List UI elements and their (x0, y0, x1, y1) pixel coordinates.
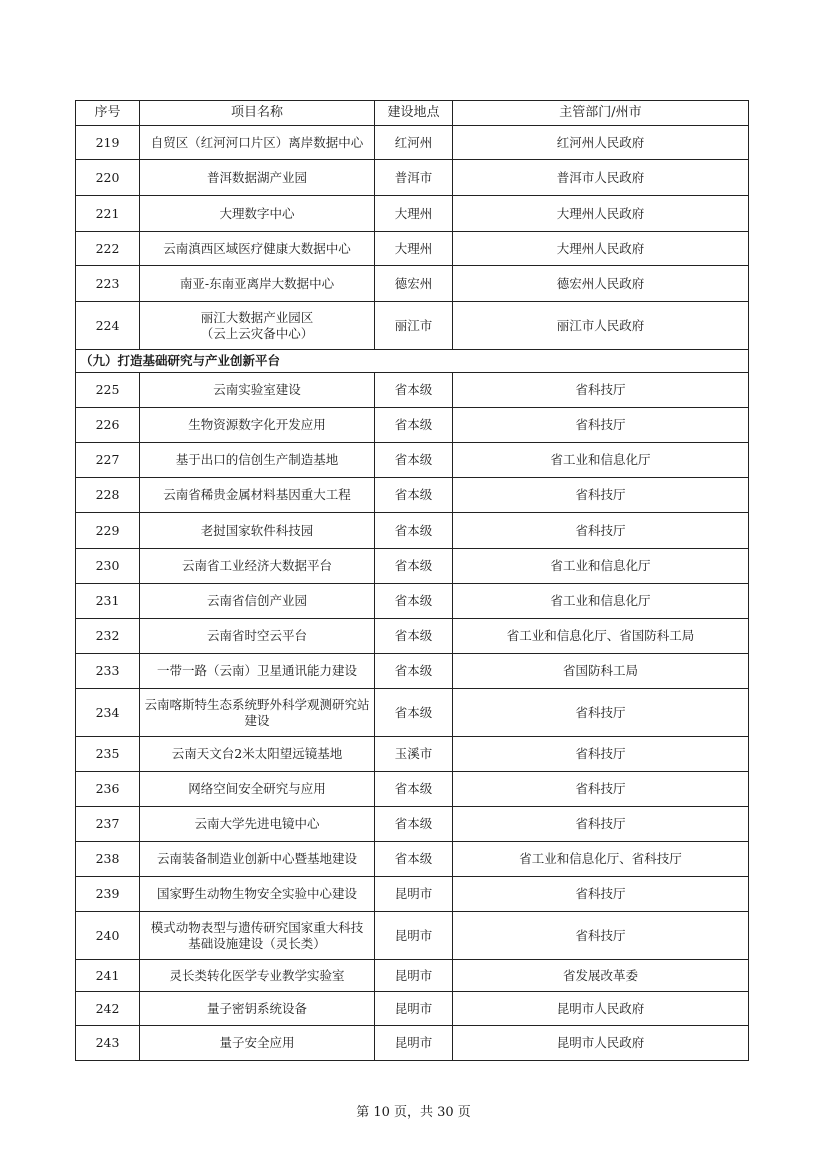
table-row (76, 619, 749, 654)
cell-project-name (140, 126, 375, 160)
table-row (76, 960, 749, 992)
table-row (76, 772, 749, 807)
cell-location: 玉溪市 (375, 737, 453, 772)
cell-department: 省国防科工局 (453, 654, 749, 689)
cell-location: 省本级 (375, 619, 453, 654)
cell-department: 省工业和信息化厅 (453, 443, 749, 478)
cell-location: 红河州 (375, 126, 453, 160)
cell-project-name (140, 737, 375, 772)
cell-location: 德宏州 (375, 266, 453, 302)
project-name-line: 量子密钥系统设备 (206, 1000, 307, 1016)
cell-serial: 241 (76, 960, 140, 992)
project-name-line: 基于出口的信创生产制造基地 (175, 452, 339, 467)
cell-serial: 221 (76, 196, 140, 232)
cell-department: 省科技厅 (453, 877, 749, 912)
table-row (76, 1026, 749, 1061)
table-row (76, 302, 749, 350)
project-name-line: 生物资源数字化开发应用 (188, 417, 326, 432)
cell-serial: 223 (76, 266, 140, 302)
cell-location: 省本级 (375, 478, 453, 513)
cell-location: 昆明市 (375, 912, 453, 960)
project-name-line: 云南装备制造业创新中心暨基地建设 (156, 851, 357, 866)
project-name-line: 普洱数据湖产业园 (206, 169, 307, 185)
project-name-line: 丽江大数据产业园区 (200, 309, 314, 325)
cell-location: 省本级 (375, 513, 453, 549)
cell-serial: 226 (76, 408, 140, 443)
cell-location: 昆明市 (375, 960, 453, 992)
cell-location: 省本级 (375, 373, 453, 408)
cell-serial: 236 (76, 772, 140, 807)
table-row (76, 807, 749, 842)
header-department: 主管部门/州市 (453, 101, 749, 126)
project-name-line: 南亚-东南亚离岸大数据中心 (179, 275, 335, 291)
table-row (76, 549, 749, 584)
project-name-line: 云南省信创产业园 (206, 593, 307, 608)
cell-department: 省科技厅 (453, 689, 749, 737)
cell-department: 省工业和信息化厅 (453, 584, 749, 619)
table-row (76, 443, 749, 478)
cell-department: 省科技厅 (453, 912, 749, 960)
table-row (76, 408, 749, 443)
project-name-line: 云南省时空云平台 (206, 628, 307, 643)
cell-location: 省本级 (375, 408, 453, 443)
cell-department: 大理州人民政府 (453, 196, 749, 232)
cell-project-name (140, 912, 375, 960)
table-row (76, 478, 749, 513)
cell-project-name (140, 302, 375, 350)
project-name-line: 云南喀斯特生态系统野外科学观测研究站 (144, 696, 370, 712)
cell-department: 省科技厅 (453, 807, 749, 842)
section-title: （九）打造基础研究与产业创新平台 (76, 350, 749, 373)
cell-department: 省发展改革委 (453, 960, 749, 992)
cell-department: 普洱市人民政府 (453, 160, 749, 196)
table-row (76, 266, 749, 302)
cell-project-name (140, 549, 375, 584)
cell-location: 昆明市 (375, 992, 453, 1026)
cell-location: 省本级 (375, 584, 453, 619)
table-row (76, 842, 749, 877)
cell-project-name (140, 232, 375, 266)
cell-department: 大理州人民政府 (453, 232, 749, 266)
table-row (76, 513, 749, 549)
table-row (76, 126, 749, 160)
cell-project-name (140, 478, 375, 513)
cell-serial: 233 (76, 654, 140, 689)
cell-location: 昆明市 (375, 1026, 453, 1061)
cell-location: 省本级 (375, 689, 453, 737)
project-name-line: 云南大学先进电镜中心 (194, 816, 320, 831)
project-name-line: 老挝国家软件科技园 (200, 522, 314, 538)
table-row (76, 232, 749, 266)
project-name-line: 基础设施建设（灵长类） (188, 935, 326, 951)
cell-project-name (140, 654, 375, 689)
cell-department: 红河州人民政府 (453, 126, 749, 160)
table-row (76, 654, 749, 689)
project-table (75, 100, 749, 1061)
cell-project-name (140, 842, 375, 877)
project-name-line: 一带一路（云南）卫星通讯能力建设 (156, 663, 357, 678)
project-name-line: 网络空间安全研究与应用 (188, 781, 326, 796)
project-name-line: 国家野生动物生物安全实验中心建设 (156, 886, 357, 901)
cell-serial: 230 (76, 549, 140, 584)
project-name-line: 建设 (244, 712, 270, 728)
page-footer: 第 10 页，共 30 页 (356, 1105, 471, 1120)
table-body (76, 126, 749, 1061)
cell-project-name (140, 513, 375, 549)
cell-serial: 220 (76, 160, 140, 196)
cell-project-name (140, 1026, 375, 1061)
cell-project-name (140, 619, 375, 654)
cell-serial: 232 (76, 619, 140, 654)
cell-location: 省本级 (375, 654, 453, 689)
project-name-line: 模式动物表型与遗传研究国家重大科技 (150, 919, 364, 935)
cell-serial: 224 (76, 302, 140, 350)
section-row (76, 350, 749, 373)
cell-serial: 238 (76, 842, 140, 877)
cell-location: 省本级 (375, 772, 453, 807)
project-name-line: 云南滇西区域医疗健康大数据中心 (163, 240, 351, 256)
cell-serial: 237 (76, 807, 140, 842)
cell-serial: 222 (76, 232, 140, 266)
project-name-line: 云南省稀贵金属材料基因重大工程 (163, 487, 351, 502)
cell-project-name (140, 807, 375, 842)
table-row (76, 689, 749, 737)
project-name-line: 量子安全应用 (219, 1035, 295, 1050)
cell-serial: 235 (76, 737, 140, 772)
cell-department: 省科技厅 (453, 513, 749, 549)
table-row (76, 737, 749, 772)
project-name-line: 大理数字中心 (219, 205, 295, 221)
table-row (76, 196, 749, 232)
header-project-name: 项目名称 (140, 101, 375, 126)
cell-project-name (140, 960, 375, 992)
cell-department: 省科技厅 (453, 478, 749, 513)
table-row (76, 877, 749, 912)
cell-project-name (140, 443, 375, 478)
cell-department: 省工业和信息化厅、省国防科工局 (453, 619, 749, 654)
cell-location: 大理州 (375, 196, 453, 232)
cell-project-name (140, 992, 375, 1026)
project-name-line: 自贸区（红河河口片区）离岸数据中心 (150, 134, 364, 150)
cell-serial: 234 (76, 689, 140, 737)
cell-department: 省科技厅 (453, 408, 749, 443)
cell-serial: 242 (76, 992, 140, 1026)
cell-department: 省工业和信息化厅 (453, 549, 749, 584)
project-name-line: 云南天文台2米太阳望远镜基地 (171, 746, 343, 761)
cell-serial: 239 (76, 877, 140, 912)
cell-location: 普洱市 (375, 160, 453, 196)
cell-serial: 227 (76, 443, 140, 478)
cell-location: 省本级 (375, 807, 453, 842)
project-name-line: 云南实验室建设 (213, 382, 301, 397)
cell-department: 省科技厅 (453, 772, 749, 807)
table-row (76, 912, 749, 960)
cell-department: 省科技厅 (453, 373, 749, 408)
project-name-line: 灵长类转化医学专业教学实验室 (169, 967, 345, 983)
cell-location: 昆明市 (375, 877, 453, 912)
cell-location: 省本级 (375, 443, 453, 478)
cell-serial: 219 (76, 126, 140, 160)
table-row (76, 373, 749, 408)
cell-department: 省工业和信息化厅、省科技厅 (453, 842, 749, 877)
table-row (76, 584, 749, 619)
cell-project-name (140, 196, 375, 232)
cell-project-name (140, 772, 375, 807)
cell-department: 丽江市人民政府 (453, 302, 749, 350)
cell-project-name (140, 266, 375, 302)
table-row (76, 160, 749, 196)
cell-project-name (140, 689, 375, 737)
table-header (76, 101, 749, 126)
cell-department: 省科技厅 (453, 737, 749, 772)
cell-department: 昆明市人民政府 (453, 992, 749, 1026)
project-name-line: 云南省工业经济大数据平台 (181, 558, 332, 573)
cell-serial: 240 (76, 912, 140, 960)
header-location: 建设地点 (375, 101, 453, 126)
cell-location: 省本级 (375, 549, 453, 584)
cell-location: 丽江市 (375, 302, 453, 350)
cell-department: 德宏州人民政府 (453, 266, 749, 302)
cell-project-name (140, 584, 375, 619)
table-row (76, 992, 749, 1026)
cell-project-name (140, 877, 375, 912)
cell-serial: 228 (76, 478, 140, 513)
cell-location: 省本级 (375, 842, 453, 877)
cell-serial: 229 (76, 513, 140, 549)
header-serial: 序号 (76, 101, 140, 126)
cell-serial: 231 (76, 584, 140, 619)
cell-project-name (140, 160, 375, 196)
cell-serial: 225 (76, 373, 140, 408)
cell-serial: 243 (76, 1026, 140, 1061)
cell-location: 大理州 (375, 232, 453, 266)
cell-project-name (140, 373, 375, 408)
cell-department: 昆明市人民政府 (453, 1026, 749, 1061)
cell-project-name (140, 408, 375, 443)
project-name-line: （云上云灾备中心） (200, 325, 314, 341)
